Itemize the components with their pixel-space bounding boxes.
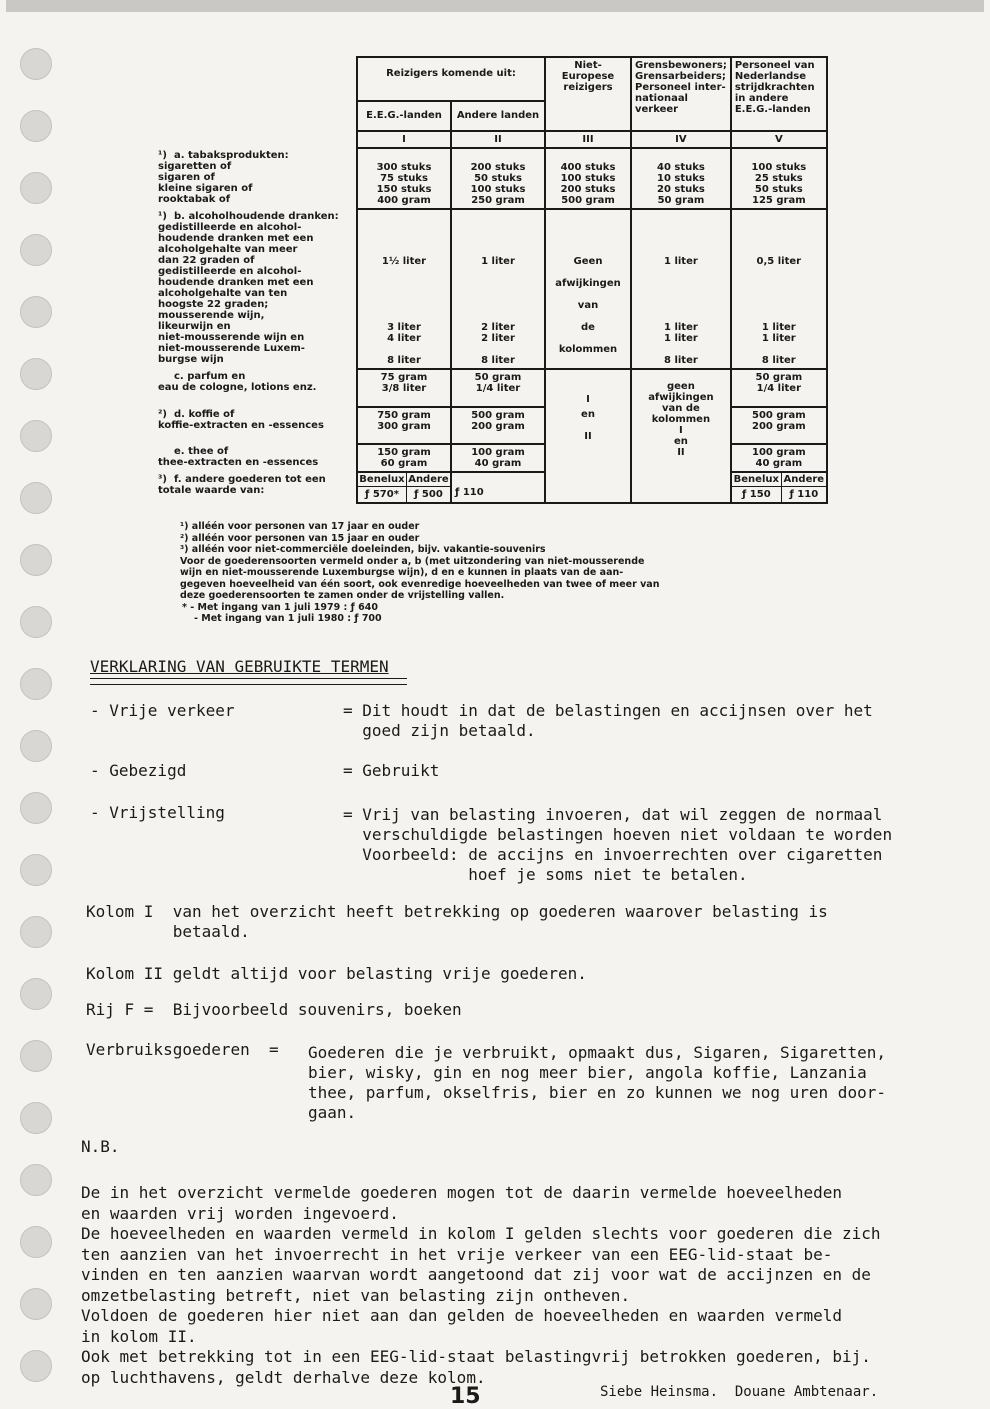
title-double-underline xyxy=(90,678,407,685)
benelux-label: Benelux xyxy=(732,473,781,487)
table-cell: 500 gram 200 gram xyxy=(451,407,545,444)
term-definition: = Dit houdt in dat de belastingen en accijnsen over het goed zijn betaald. xyxy=(343,701,873,740)
footnote: ²) alléén voor personen van 15 jaar en ouder xyxy=(180,532,420,544)
table-cell: 50 gram 1/4 liter xyxy=(731,369,827,407)
row-label: ²) d. koffie of koffie-extracten en -essences xyxy=(158,409,324,431)
table-cell xyxy=(545,444,631,503)
nb-paragraph: De in het overzicht vermelde goederen mogen tot de daarin vermelde hoeveelheden en waarden vrij worden ingevoerd. De hoeveelheden en waarden vermeld in kolom I gelden slechts voor goederen die zich ten aanzien van het invoerrecht in het vrije verkeer van een EEG-lid-staat be- vinden en ten aanzien waarvan wordt aangetoond dat zij voor wat de accijnzen en de omzetbelasting betreft, niet van belasting zijn ontheven. Voldoen de goederen hier niet aan dan gelden de hoeveelheden en waarden vermeld in kolom II. Ook met betrekking tot in een EEG-lid-staat belastingvrij betrokken goederen, bij. op luchthavens, geldt derhalve deze kolom. xyxy=(81,1183,881,1387)
kolom-i-note: Kolom I van het overzicht heeft betrekking op goederen waarover belasting is betaald. xyxy=(86,902,828,941)
col-num: II xyxy=(451,131,545,148)
binder-hole xyxy=(20,1102,52,1134)
table-cell: 1½ liter 3 liter 4 liter 8 liter xyxy=(357,209,451,369)
table-cell: 150 gram 60 gram xyxy=(357,444,451,472)
row-label: e. thee of thee-extracten en -essences xyxy=(158,446,319,468)
col-num: III xyxy=(545,131,631,148)
table-cell: 40 stuks 10 stuks 20 stuks 50 gram xyxy=(631,148,731,209)
binder-hole xyxy=(20,544,52,576)
table-cell: ƒ 110 xyxy=(451,472,545,503)
table-cell: ƒ 570* xyxy=(358,487,406,503)
col-num: V xyxy=(731,131,827,148)
binder-hole xyxy=(20,668,52,700)
table-cell: en II xyxy=(545,407,631,444)
binder-hole xyxy=(20,48,52,80)
table-cell: 1 liter 1 liter 1 liter 8 liter xyxy=(631,209,731,369)
header-niet-europese: Niet-Europese reizigers xyxy=(545,57,631,131)
table-cell: 100 stuks 25 stuks 50 stuks 125 gram xyxy=(731,148,827,209)
binder-hole xyxy=(20,420,52,452)
binder-hole xyxy=(20,606,52,638)
footnote: - Met ingang van 1 juli 1980 : ƒ 700 xyxy=(194,613,382,624)
row-label: ³) f. andere goederen tot een totale waarde van: xyxy=(158,474,326,496)
header-grens: Grensbewoners; Grensarbeiders; Personeel inter- nationaal verkeer xyxy=(631,57,731,131)
binder-hole xyxy=(20,854,52,886)
table-cell: 50 gram 1/4 liter xyxy=(451,369,545,407)
row-label: ¹) b. alcoholhoudende dranken: gedistilleerde en alcohol- houdende dranken met een alcoholgehalte van meer dan 22 graden of gedistilleerde en alcohol- houdende dranken met een alcoholgehalte van ten hoogste 22 graden; mousserende wijn, likeurwijn en niet-mousserende wijn en niet-mousserende Luxem- burgse wijn xyxy=(158,211,339,365)
binder-hole xyxy=(20,358,52,390)
col-num: IV xyxy=(631,131,731,148)
binder-hole xyxy=(20,792,52,824)
term-definition: = Vrij van belasting invoeren, dat wil zeggen de normaal verschuldigde belastingen hoeven niet voldaan te worden Voorbeeld: de accijns en invoerrechten over cigaretten hoef je soms niet te betalen. xyxy=(343,805,893,884)
verbruik-term: Verbruiksgoederen = xyxy=(86,1040,279,1059)
section-title: VERKLARING VAN GEBRUIKTE TERMEN xyxy=(90,657,389,676)
table-row xyxy=(155,148,827,209)
rij-f-note: Rij F = Bijvoorbeeld souvenirs, boeken xyxy=(86,1000,462,1019)
table-cell: ƒ 500 xyxy=(414,489,443,500)
andere-label: Andere xyxy=(781,473,826,487)
binder-hole xyxy=(20,1164,52,1196)
row-label: ¹) a. tabaksprodukten: sigaretten of sigaren of kleine sigaren of rooktabak of xyxy=(158,150,289,205)
header-personeel: Personeel van Nederlandse strijdkrachten in andere E.E.G.-landen xyxy=(731,57,827,131)
kolom-ii-note: Kolom II geldt altijd voor belasting vrije goederen. xyxy=(86,964,587,983)
table-row xyxy=(155,407,827,444)
scan-edge xyxy=(6,0,984,12)
term-label: - Gebezigd xyxy=(90,761,187,780)
col-num: I xyxy=(357,131,451,148)
term-label: - Vrijstelling xyxy=(90,803,225,822)
allowance-table xyxy=(155,56,828,504)
table-cell: 500 gram 200 gram xyxy=(731,407,827,444)
term-definition: = Gebruikt xyxy=(343,761,440,780)
table-cell: 200 stuks 50 stuks 100 stuks 250 gram xyxy=(451,148,545,209)
binder-hole xyxy=(20,234,52,266)
binder-hole xyxy=(20,482,52,514)
footnote: * - Met ingang van 1 juli 1979 : ƒ 640 xyxy=(182,601,378,613)
header-group: Reizigers komende uit: xyxy=(357,57,545,101)
table-cell: 750 gram 300 gram xyxy=(357,407,451,444)
binder-hole xyxy=(20,1288,52,1320)
binder-hole xyxy=(20,1040,52,1072)
table-cell: ƒ 110 xyxy=(789,489,819,500)
benelux-label: Benelux xyxy=(359,474,405,485)
row-label: c. parfum en eau de cologne, lotions enz. xyxy=(158,371,317,393)
nb-label: N.B. xyxy=(81,1137,120,1156)
page-number: 15 xyxy=(450,1384,481,1409)
footnote: ³) alléén voor niet-commerciële doeleinden, bijv. vakantie-souvenirs xyxy=(180,544,546,555)
andere-label: Andere xyxy=(408,474,449,485)
table-cell: 300 stuks 75 stuks 150 stuks 400 gram xyxy=(357,148,451,209)
table-cell: 1 liter 2 liter 2 liter 8 liter xyxy=(451,209,545,369)
footnote: ¹) alléén voor personen van 17 jaar en ouder xyxy=(180,521,420,532)
table-cell: 75 gram 3/8 liter xyxy=(357,369,451,407)
table-cell: 100 gram 40 gram xyxy=(731,444,827,472)
signature: Siebe Heinsma. Douane Ambtenaar. xyxy=(600,1384,879,1400)
table-cell: I xyxy=(545,369,631,407)
term-label: - Vrije verkeer xyxy=(90,701,235,720)
table-cell: geen afwijkingen van de kolommen I en II xyxy=(648,381,714,458)
binder-hole xyxy=(20,110,52,142)
binder-hole xyxy=(20,730,52,762)
table-cell: ƒ 150 xyxy=(732,487,781,503)
binder-hole xyxy=(20,1226,52,1258)
table-row xyxy=(155,209,827,369)
header-eeg: E.E.G.-landen xyxy=(357,101,451,131)
header-andere: Andere landen xyxy=(451,101,545,131)
binder-hole xyxy=(20,978,52,1010)
table-cell: 0,5 liter 1 liter 1 liter 8 liter xyxy=(731,209,827,369)
table-cell: 100 gram 40 gram xyxy=(451,444,545,472)
table-cell: 400 stuks 100 stuks 200 stuks 500 gram xyxy=(545,148,631,209)
footnote: Voor de goederensoorten vermeld onder a, b (met uitzondering van niet-mousserende wijn en niet-mousserende Luxemburgse wijn), d en e kunnen in plaats van de aan-gegeven hoeveelheid van één soort, ook evenredige hoeveelheden van twee of meer van deze goederensoorten te zamen onder de vrijstelling vallen. xyxy=(180,555,660,601)
table-cell: Geen afwijkingen van de kolommen xyxy=(545,209,631,369)
binder-hole xyxy=(20,172,52,204)
binder-hole xyxy=(20,1350,52,1382)
binder-hole xyxy=(20,916,52,948)
binder-hole xyxy=(20,296,52,328)
verbruik-definition: Goederen die je verbruikt, opmaakt dus, Sigaren, Sigaretten, bier, wisky, gin en nog meer bier, angola koffie, Lanzania thee, parfum, okselfris, bier en zo kunnen we nog uren door- gaan. xyxy=(308,1043,886,1122)
table-footnotes xyxy=(180,521,660,625)
